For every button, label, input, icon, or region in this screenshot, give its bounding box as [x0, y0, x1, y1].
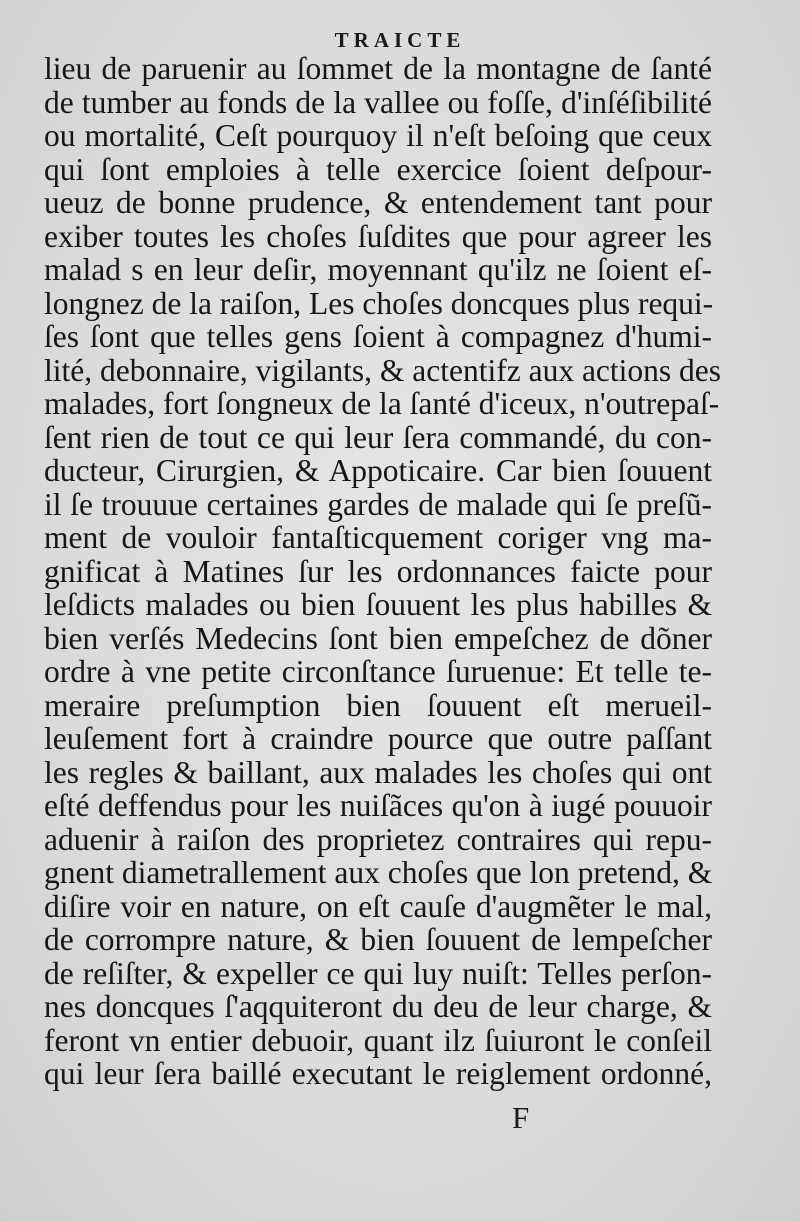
text-line: lité, debonnaire, vigilants, & actentifz aux actions des: [44, 352, 722, 388]
text-line: gnificat à Matines ſur les ordonnances faicte pour: [44, 553, 712, 589]
text-line: eſté deffendus pour les nuiſãces qu'on à iugé pouuoir: [44, 788, 712, 823]
text-line: nes doncques ſ'aqquiteront du deu de leur charge, &: [44, 989, 712, 1024]
text-line: ou mortalité, Ceſt pourquoy il n'eſt beſoing que ceux: [44, 118, 712, 153]
text-line: qui ſont emploies à telle exercice ſoient deſpour-: [44, 151, 712, 187]
text-line: malad s en leur deſir, moyennant qu'ilz ne ſoient eſ-: [44, 252, 712, 287]
signature-mark: F: [512, 1100, 530, 1135]
text-line: gnent diametrallement aux choſes que lon pretend, &: [44, 855, 713, 890]
text-line: ducteur, Cirurgien, & Appoticaire. Car bien ſouuent: [44, 453, 712, 488]
text-line: ueuz de bonne prudence, & entendement tant pour: [44, 185, 712, 220]
text-line: de tumber au fonds de la vallee ou foſſe, d'inſéſibilité: [44, 84, 712, 120]
text-line: il ſe trouuue certaines gardes de malade qui ſe preſũ-: [44, 486, 712, 522]
running-head: TRAICTE: [334, 28, 466, 52]
text-line: exiber toutes les choſes ſuſdites que pour agreer les: [44, 218, 712, 254]
text-line: leſdicts malades ou bien ſouuent les plus habilles &: [44, 587, 712, 622]
text-line: ment de vouloir fantaſticquement coriger vng ma-: [44, 520, 712, 555]
text-line: les regles & baillant, aux malades les choſes qui ont: [44, 754, 712, 790]
text-line: diſire voir en nature, on eſt cauſe d'augmẽter le mal,: [44, 888, 712, 924]
text-line: de corrompre nature, & bien ſouuent de lempeſcher: [44, 922, 712, 957]
text-line: de reſiſter, & expeller ce qui luy nuiſt: Telles perſon-: [44, 955, 712, 991]
text-line: malades, fort ſongneux de la ſanté d'iceux, n'outrepaſ-: [44, 386, 720, 421]
text-line: feront vn entier debuoir, quant ilz ſuiuront le conſeil: [44, 1022, 712, 1058]
text-line: meraire preſumption bien ſouuent eſt merueil-: [44, 687, 712, 723]
text-line: leuſement fort à craindre pource que outre paſſant: [44, 721, 712, 756]
body-text: [44, 51, 722, 1091]
text-line: qui leur ſera baillé executant le reiglement ordonné,: [44, 1056, 712, 1091]
text-line: aduenir à raiſon des proprietez contraires qui repu-: [44, 821, 712, 857]
text-line: bien verſés Medecins ſont bien empeſchez de dõner: [44, 620, 712, 656]
text-line: lieu de paruenir au ſommet de la montagne de ſanté: [44, 51, 712, 86]
text-line: ordre à vne petite circonſtance ſuruenue: Et telle te-: [44, 654, 712, 689]
text-line: ſes ſont que telles gens ſoient à compagnez d'humi-: [44, 319, 712, 354]
text-line: ſent rien de tout ce qui leur ſera commandé, du con-: [44, 419, 712, 455]
text-line: longnez de la raiſon, Les choſes doncques plus requi-: [44, 285, 714, 321]
